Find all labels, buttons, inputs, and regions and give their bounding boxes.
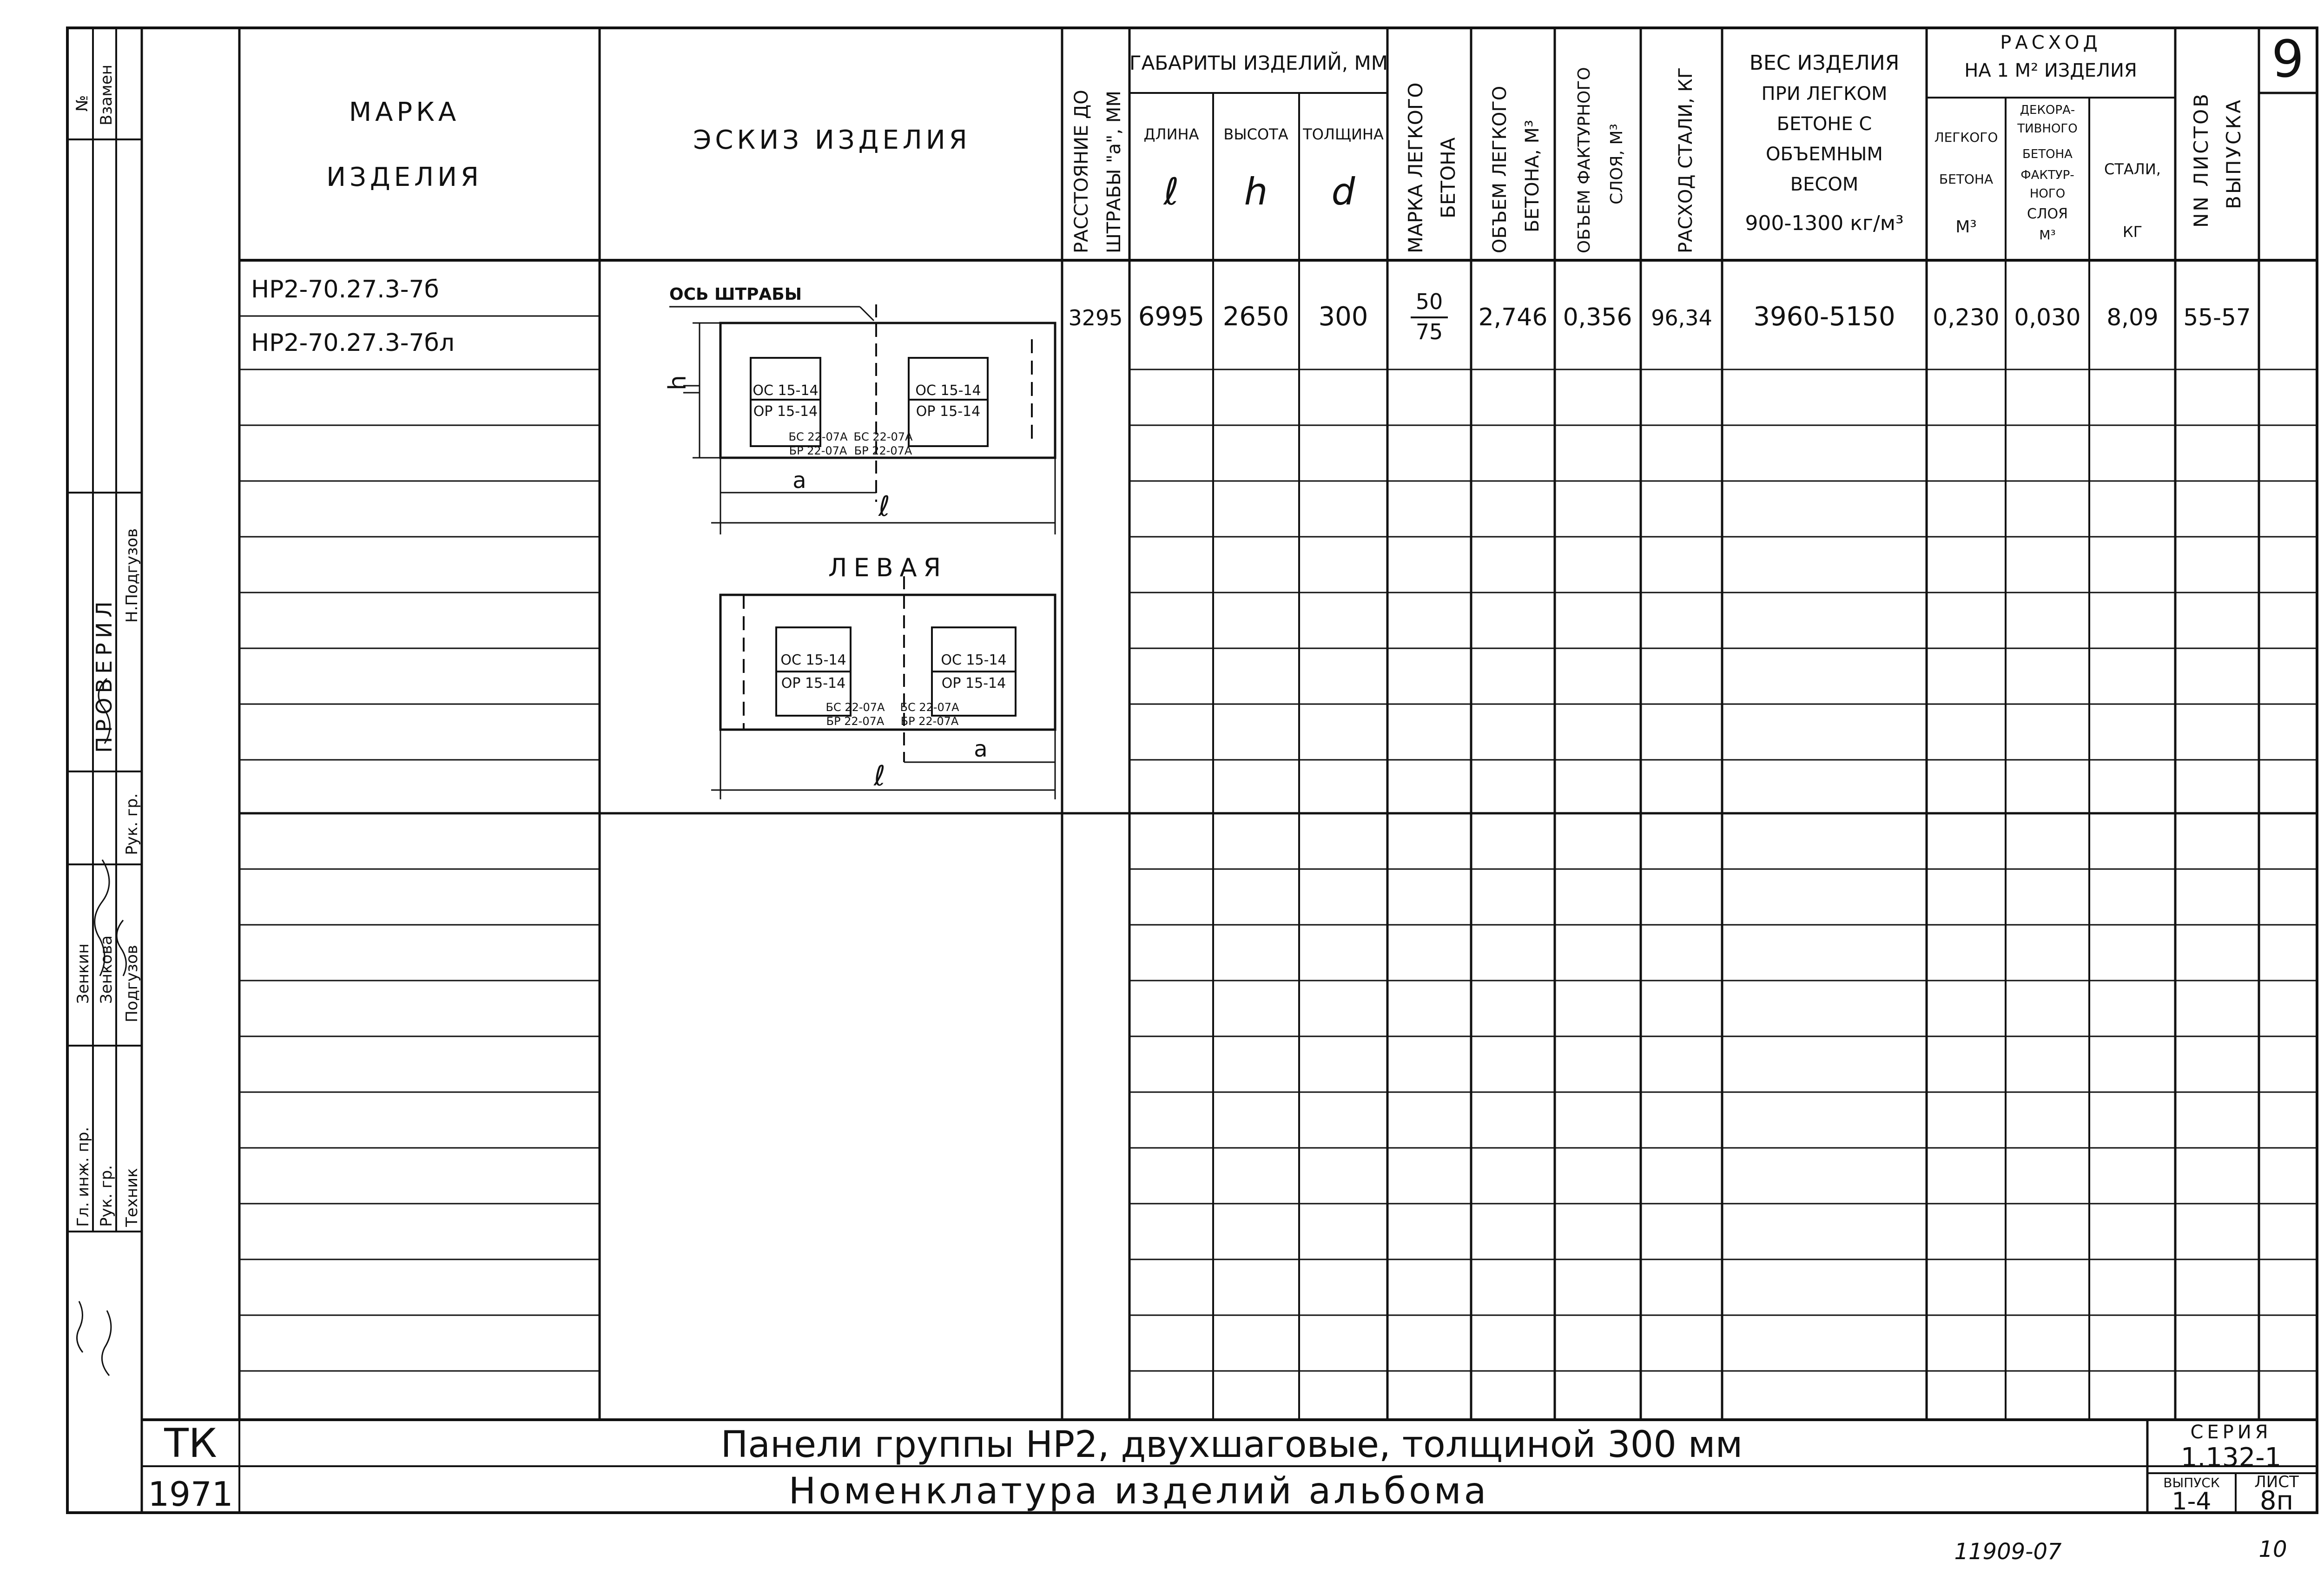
header-ves-5: ВЕСОМ — [1790, 174, 1859, 195]
cell-a: 3295 — [1068, 305, 1123, 330]
table-grid — [239, 28, 2317, 1420]
drawing-title-2: Номенклатура изделий альбома — [788, 1470, 1489, 1512]
window-2 — [909, 358, 988, 446]
header-sym-l: ℓ — [1163, 170, 1179, 213]
header-stali-1: СТАЛИ, — [2104, 160, 2161, 178]
header-raskhod-2: НА 1 М² ИЗДЕЛИЯ — [1964, 60, 2137, 81]
header-ves-4: ОБЪЕМНЫМ — [1766, 144, 1883, 165]
archive-page: 10 — [2258, 1536, 2287, 1562]
header-legkogo-2: БЕТОНА — [1939, 171, 1994, 187]
block-2-bottom: ОР 15-14 — [916, 403, 981, 420]
block-1-top: ОС 15-14 — [753, 382, 819, 399]
dim-a-label-2: a — [974, 736, 988, 762]
cell-facing-volume: 0,356 — [1563, 303, 1632, 331]
product-mark-1: НР2-70.27.3-7б — [251, 276, 439, 303]
block-4-top: ОС 15-14 — [941, 652, 1007, 668]
header-rasstoyanie-1: РАССТОЯНИЕ ДО — [1071, 90, 1092, 253]
stamp-label-replace: Взамен — [97, 64, 116, 125]
header-ves-6: 900-1300 кг/м³ — [1745, 211, 1904, 235]
header-ves-1: ВЕС ИЗДЕЛИЯ — [1749, 51, 1900, 75]
header-raskhod-stali: РАСХОД СТАЛИ, КГ — [1675, 67, 1697, 253]
issue-label: ВЫПУСК — [2163, 1475, 2220, 1490]
block-4-bottom: ОР 15-14 — [941, 675, 1006, 692]
stamp-role-4: Техник — [123, 1168, 141, 1227]
beam-1b: БС 22-07А — [853, 430, 913, 443]
header-dekor-5: НОГО — [2029, 187, 2066, 201]
header-tolshchina: ТОЛЩИНА — [1303, 125, 1384, 143]
cell-concrete-volume: 2,746 — [1478, 303, 1548, 331]
beam-4b: БР 22-07А — [900, 715, 959, 728]
header-nn-listov-2: ВЫПУСКА — [2222, 98, 2245, 209]
header-dekor-1: ДЕКОРА- — [2020, 103, 2075, 117]
series-label: СЕРИЯ — [2190, 1422, 2272, 1443]
beam-3a: БС 22-07А — [825, 701, 885, 714]
dim-l-label-2: ℓ — [874, 760, 885, 792]
header-dekor-3: БЕТОНА — [2022, 147, 2073, 161]
header-raskhod-1: РАСХОД — [2000, 32, 2101, 53]
stamp-name-1: Зенкин — [74, 943, 92, 1004]
stamp-role-2: Гл. инж. пр. — [74, 1126, 92, 1227]
beam-3b: БС 22-07А — [900, 701, 959, 714]
header-dekor-6: СЛОЯ — [2027, 206, 2068, 222]
header-nn-listov-1: NN ЛИСТОВ — [2190, 92, 2212, 228]
cell-thickness: 300 — [1318, 302, 1368, 332]
sheet-label: ЛИСТ — [2254, 1473, 2299, 1491]
title-block-text — [148, 1420, 2299, 1516]
cell-per-m2-steel: 8,09 — [2106, 304, 2159, 331]
cell-length: 6995 — [1138, 302, 1205, 332]
header-sym-d: d — [1331, 170, 1355, 213]
header-vysota: ВЫСОТА — [1223, 125, 1288, 143]
dim-a-label-1: a — [792, 468, 806, 494]
cell-grade-bottom: 75 — [1415, 319, 1443, 344]
header-eskiz: ЭСКИЗ ИЗДЕЛИЯ — [693, 125, 971, 155]
header-gabarity: ГАБАРИТЫ ИЗДЕЛИЙ, ММ — [1129, 52, 1388, 74]
block-1-bottom: ОР 15-14 — [753, 403, 818, 420]
cell-steel: 96,34 — [1651, 305, 1712, 330]
header-legkogo-3: М³ — [1955, 217, 1977, 237]
header-marka-betona-2: БЕТОНА — [1437, 137, 1459, 218]
stamp-role-1: Рук. гр. — [123, 793, 141, 855]
header-ves-3: БЕТОНЕ С — [1776, 113, 1872, 135]
sheet-frame — [67, 28, 2317, 1513]
sketch-labels — [664, 285, 1007, 792]
stamp-name-2: Зенкова — [97, 935, 116, 1004]
product-mark-2: НР2-70.27.3-7бл — [251, 329, 455, 357]
sheet-value: 8п — [2259, 1486, 2294, 1516]
block-3-top: ОС 15-14 — [780, 652, 846, 668]
sheet-number: 9 — [2271, 29, 2304, 89]
header-rasstoyanie-2: ШТРАБЫ "а", ММ — [1103, 91, 1125, 253]
header-sym-h: h — [1244, 170, 1268, 213]
header-stali-2: КГ — [2122, 223, 2143, 241]
block-3-bottom: ОР 15-14 — [781, 675, 846, 692]
cell-weight: 3960-5150 — [1753, 302, 1895, 332]
dim-l-label-1: ℓ — [878, 490, 890, 523]
cell-height: 2650 — [1222, 302, 1289, 332]
archive-number: 11909-07 — [1954, 1539, 2062, 1565]
year: 1971 — [148, 1475, 233, 1514]
header-obem-fakturnogo-1: ОБЪЕМ ФАКТУРНОГО — [1575, 67, 1594, 253]
cell-per-m2-facing: 0,030 — [2014, 304, 2081, 331]
side-stamp-text — [73, 65, 141, 1227]
beam-1a: БС 22-07А — [788, 430, 848, 443]
stamp-name-3: Подгузов — [123, 945, 141, 1022]
header-obem-fakturnogo-2: СЛОЯ, М³ — [1607, 124, 1626, 204]
header-ves-2: ПРИ ЛЕГКОМ — [1761, 83, 1888, 105]
header-dekor-4: ФАКТУР- — [2020, 168, 2074, 182]
header-dekor-7: М³ — [2039, 227, 2056, 243]
dim-h-label: h — [664, 375, 692, 390]
org-code: ТК — [164, 1420, 217, 1467]
header-marka-betona-1: МАРКА ЛЕГКОГО — [1404, 82, 1427, 253]
table-header — [326, 32, 2245, 253]
series-value: 1.132-1 — [2180, 1443, 2282, 1473]
cell-sheets: 55-57 — [2183, 304, 2251, 331]
stamp-label-checked: ПРОВЕРИЛ — [92, 597, 117, 753]
axis-label: ОСЬ ШТРАБЫ — [669, 285, 802, 304]
header-marka-line2: ИЗДЕЛИЯ — [326, 162, 482, 192]
drawing-title-1: Панели группы НР2, двухшаговые, толщиной 300 мм — [720, 1424, 1743, 1466]
header-marka-line1: МАРКА — [349, 97, 460, 127]
beam-4a: БР 22-07А — [826, 715, 885, 728]
header-obem-betona-1: ОБЪЕМ ЛЕГКОГО — [1489, 86, 1511, 253]
cell-grade-top: 50 — [1415, 289, 1443, 314]
beam-2b: БР 22-07А — [854, 444, 912, 457]
block-2-top: ОС 15-14 — [915, 382, 981, 399]
header-legkogo-1: ЛЕГКОГО — [1934, 130, 1998, 145]
beam-2a: БР 22-07А — [789, 444, 847, 457]
header-dekor-2: ТИВНОГО — [2017, 122, 2078, 136]
stamp-label-number: № — [73, 95, 92, 112]
issue-value: 1-4 — [2172, 1488, 2212, 1515]
left-panel-label: ЛЕВАЯ — [828, 553, 948, 582]
cell-per-m2-concrete: 0,230 — [1933, 304, 2000, 331]
stamp-role-3: Рук. гр. — [97, 1165, 116, 1227]
stamp-checked-by: Н.Подгузов — [123, 528, 141, 623]
header-obem-betona-2: БЕТОНА, М³ — [1522, 119, 1543, 232]
header-dlina: ДЛИНА — [1143, 125, 1199, 143]
